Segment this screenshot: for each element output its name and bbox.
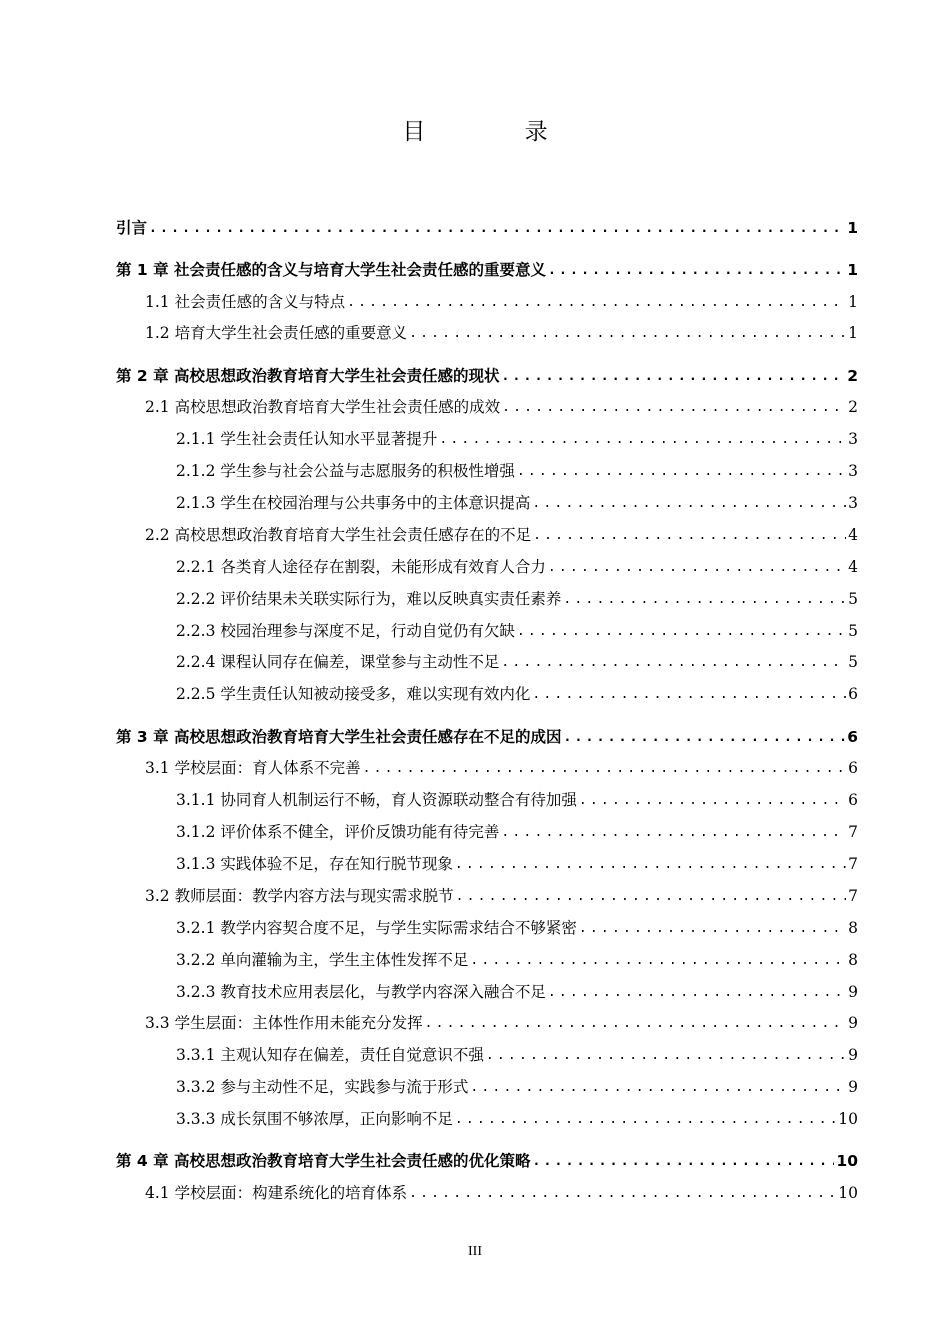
toc-entry-label: 4.1 学校层面：构建系统化的培育体系 — [145, 1184, 408, 1202]
toc-entry-chapter-4[interactable] — [116, 1149, 858, 1173]
toc-entry-label: 第 3 章 高校思想政治教育培育大学生社会责任感存在不足的成因 — [116, 728, 562, 746]
toc-entry-section-3-3-1[interactable] — [176, 1043, 858, 1067]
toc-page-number: 7 — [848, 823, 858, 841]
toc-entry-section-3-2-1[interactable] — [176, 916, 858, 940]
toc-page-number: 5 — [848, 590, 858, 608]
toc-entry-section-3-2-2[interactable] — [176, 948, 858, 972]
toc-page-number: 6 — [848, 791, 858, 809]
toc-entry-section-2-2[interactable] — [145, 523, 858, 547]
toc-entry-section-1-2[interactable] — [145, 321, 858, 345]
toc-entry-label: 2.2 高校思想政治教育培育大学生社会责任感存在的不足 — [145, 526, 532, 544]
toc-entry-label: 1.1 社会责任感的含义与特点 — [145, 293, 346, 311]
toc-entry-label: 2.1.3 学生在校园治理与公共事务中的主体意识提高 — [176, 494, 531, 512]
toc-entry-section-3-1-3[interactable] — [176, 852, 858, 876]
dot-leader — [409, 323, 846, 345]
toc-entry-section-1-1[interactable] — [145, 290, 858, 314]
toc-page-number: 1 — [848, 324, 858, 342]
toc-entry-section-4-1[interactable] — [145, 1181, 858, 1205]
toc-entry-label: 2.1 高校思想政治教育培育大学生社会责任感的成效 — [145, 398, 501, 416]
dot-leader — [363, 758, 847, 780]
toc-page-number: 4 — [848, 558, 858, 576]
toc-page-number: 5 — [848, 653, 858, 671]
toc-entry-section-2-2-2[interactable] — [176, 587, 858, 611]
toc-entry-section-2-2-3[interactable] — [176, 619, 858, 643]
toc-entry-label: 3.3.3 成长氛围不够浓厚，正向影响不足 — [176, 1110, 453, 1128]
toc-entry-label: 3.1.2 评价体系不健全，评价反馈功能有待完善 — [176, 823, 500, 841]
dot-leader — [470, 1077, 846, 1099]
dot-leader — [548, 260, 845, 282]
toc-entry-section-2-2-5[interactable] — [176, 682, 858, 706]
toc-entry-label: 2.2.1 各类育人途径存在割裂，未能形成有效育人合力 — [176, 558, 546, 576]
dot-leader — [502, 397, 846, 419]
dot-leader — [517, 621, 846, 643]
toc-page-number: 2 — [847, 367, 858, 385]
dot-leader — [347, 292, 846, 314]
dot-leader — [548, 557, 846, 579]
toc-entry-section-2-2-4[interactable] — [176, 650, 858, 674]
toc-entry-label: 3.3 学生层面：主体性作用未能充分发挥 — [145, 1014, 423, 1032]
toc-entry-introduction[interactable] — [116, 216, 858, 240]
dot-leader — [532, 684, 846, 706]
toc-page-number: 9 — [848, 1046, 858, 1064]
toc-page-number: 10 — [838, 1110, 858, 1128]
dot-leader — [456, 886, 847, 908]
dot-leader — [501, 822, 846, 844]
toc-entry-section-3-1-2[interactable] — [176, 820, 858, 844]
toc-page-number: 9 — [848, 1078, 858, 1096]
toc-entry-section-2-1-2[interactable] — [176, 459, 858, 483]
toc-page-number: 10 — [836, 1152, 858, 1170]
toc-entry-label: 3.3.2 参与主动性不足，实践参与流于形式 — [176, 1078, 469, 1096]
toc-entry-label: 3.2.3 教育技术应用表层化，与教学内容深入融合不足 — [176, 983, 546, 1001]
dot-leader — [501, 366, 845, 388]
dot-leader — [532, 1151, 834, 1173]
toc-page-number: 3 — [848, 462, 858, 480]
dot-leader — [532, 493, 846, 515]
dot-leader — [579, 790, 846, 812]
toc-page-number: 6 — [848, 685, 858, 703]
dot-leader — [548, 982, 846, 1004]
toc-page-number: 1 — [847, 219, 858, 237]
dot-leader — [470, 950, 846, 972]
dot-leader — [409, 1183, 836, 1205]
toc-entry-section-2-2-1[interactable] — [176, 555, 858, 579]
toc-entry-chapter-1[interactable] — [116, 258, 858, 282]
toc-entry-section-3-2[interactable] — [145, 884, 858, 908]
toc-entry-section-3-2-3[interactable] — [176, 980, 858, 1004]
toc-page-number: 1 — [847, 261, 858, 279]
toc-page-number: 7 — [848, 855, 858, 873]
dot-leader — [563, 727, 845, 749]
toc-page-number: 10 — [838, 1184, 858, 1202]
toc-page-number: 6 — [848, 759, 858, 777]
toc-entry-chapter-3[interactable] — [116, 725, 858, 749]
toc-page-number: 4 — [848, 526, 858, 544]
toc-page-number: 8 — [848, 919, 858, 937]
toc-entry-label: 引言 — [116, 219, 148, 237]
toc-entry-section-3-1[interactable] — [145, 756, 858, 780]
page-number-footer: III — [468, 1244, 482, 1259]
dot-leader — [517, 461, 846, 483]
dot-leader — [439, 429, 846, 451]
toc-page-number: 5 — [848, 622, 858, 640]
toc-entry-label: 1.2 培育大学生社会责任感的重要意义 — [145, 324, 408, 342]
dot-leader — [425, 1013, 847, 1035]
toc-page-number: 8 — [848, 951, 858, 969]
toc-entry-section-3-3-2[interactable] — [176, 1075, 858, 1099]
toc-page-number: 9 — [848, 983, 858, 1001]
toc-entry-section-2-1[interactable] — [145, 395, 858, 419]
toc-page-number: 1 — [848, 293, 858, 311]
toc-entry-label: 3.1.3 实践体验不足，存在知行脱节现象 — [176, 855, 453, 873]
dot-leader — [533, 525, 846, 547]
dot-leader — [455, 1109, 836, 1131]
toc-entry-section-3-1-1[interactable] — [176, 788, 858, 812]
dot-leader — [486, 1045, 846, 1067]
toc-entry-section-3-3-3[interactable] — [176, 1107, 858, 1131]
dot-leader — [501, 652, 846, 674]
toc-entry-label: 3.1 学校层面：育人体系不完善 — [145, 759, 361, 777]
page-title: 目 录 — [402, 119, 594, 145]
toc-entry-label: 2.1.2 学生参与社会公益与志愿服务的积极性增强 — [176, 462, 515, 480]
toc-entry-label: 第 2 章 高校思想政治教育培育大学生社会责任感的现状 — [116, 367, 500, 385]
toc-entry-label: 3.1.1 协同育人机制运行不畅，育人资源联动整合有待加强 — [176, 791, 577, 809]
toc-page-number: 6 — [847, 728, 858, 746]
toc-page-number: 7 — [848, 887, 858, 905]
toc-entry-section-2-1-1[interactable] — [176, 427, 858, 451]
toc-entry-section-2-1-3[interactable] — [176, 491, 858, 515]
toc-entry-section-3-3[interactable] — [145, 1011, 858, 1035]
toc-entry-label: 2.1.1 学生社会责任认知水平显著提升 — [176, 430, 438, 448]
toc-entry-label: 第 1 章 社会责任感的含义与培育大学生社会责任感的重要意义 — [116, 261, 546, 279]
dot-leader — [149, 218, 845, 240]
toc-entry-label: 3.2.2 单向灌输为主，学生主体性发挥不足 — [176, 951, 469, 969]
dot-leader — [455, 854, 846, 876]
dot-leader — [579, 918, 846, 940]
toc-entry-label: 3.3.1 主观认知存在偏差，责任自觉意识不强 — [176, 1046, 484, 1064]
toc-entry-label: 2.2.3 校园治理参与深度不足，行动自觉仍有欠缺 — [176, 622, 515, 640]
toc-entry-label: 第 4 章 高校思想政治教育培育大学生社会责任感的优化策略 — [116, 1152, 531, 1170]
toc-entry-label: 2.2.5 学生责任认知被动接受多，难以实现有效内化 — [176, 685, 531, 703]
toc-page-number: 3 — [848, 494, 858, 512]
toc-page-number: 3 — [848, 430, 858, 448]
toc-entry-label: 2.2.2 评价结果未关联实际行为，难以反映真实责任素养 — [176, 590, 562, 608]
toc-entry-label: 3.2.1 教学内容契合度不足，与学生实际需求结合不够紧密 — [176, 919, 577, 937]
toc-page-number: 2 — [848, 398, 858, 416]
toc-entry-label: 2.2.4 课程认同存在偏差，课堂参与主动性不足 — [176, 653, 500, 671]
toc-page-number: 9 — [848, 1014, 858, 1032]
toc-entry-label: 3.2 教师层面：教学内容方法与现实需求脱节 — [145, 887, 454, 905]
dot-leader — [563, 589, 846, 611]
toc-entry-chapter-2[interactable] — [116, 364, 858, 388]
